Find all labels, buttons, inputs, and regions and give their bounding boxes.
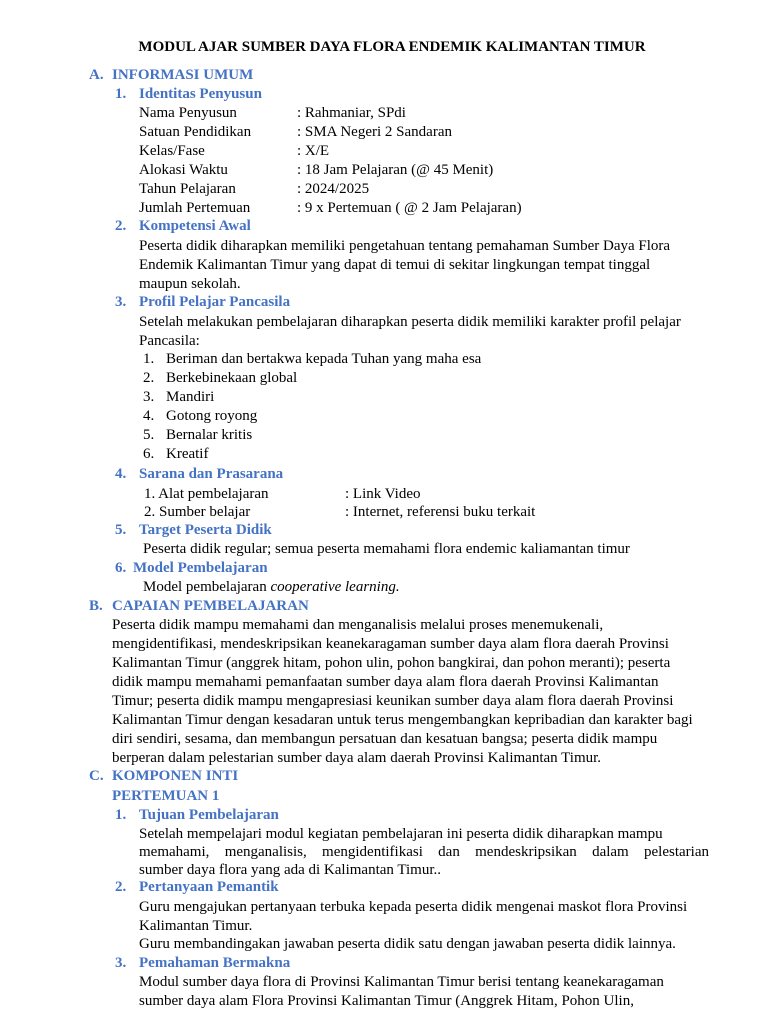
tujuan-line: memahami, menganalisis, mengidentifikasi dan mendeskripsikan dalam pelestarian <box>139 844 709 860</box>
section-c-heading: KOMPONEN INTI <box>112 768 239 784</box>
capaian-line: Kalimantan Timur dengan kesadaran untuk terus mengembangkan kepribadian dan karakter bagi <box>112 712 693 728</box>
section-c-letter: C. <box>89 768 104 784</box>
pertanyaan-line: Guru mengajukan pertanyaan terbuka kepada peserta didik mengenai maskot flora Provinsi <box>139 899 688 915</box>
section-a-letter: A. <box>89 67 104 83</box>
profil-item-text: Gotong royong <box>166 408 258 424</box>
identitas-value-tahun: : 2024/2025 <box>297 181 370 197</box>
sarana-number: 4. <box>115 466 127 482</box>
model-number: 6. <box>115 560 127 576</box>
sarana-value: : Internet, referensi buku terkait <box>345 504 536 520</box>
profil-item-text: Kreatif <box>166 446 209 462</box>
model-heading: Model Pembelajaran <box>133 560 268 576</box>
identitas-value-alokasi: : 18 Jam Pelajaran (@ 45 Menit) <box>297 162 494 178</box>
identitas-label-alokasi: Alokasi Waktu <box>139 162 228 178</box>
model-text <box>143 578 400 597</box>
capaian-line: didik mampu memahami pemanfaatan sumber daya alam flora daerah Provinsi Kalimantan <box>112 674 659 690</box>
profil-item-text: Mandiri <box>166 389 215 405</box>
identitas-value-jumlah: : 9 x Pertemuan ( @ 2 Jam Pelajaran) <box>297 200 522 216</box>
pemahaman-heading: Pemahaman Bermakna <box>139 955 291 971</box>
profil-item-number: 5. <box>143 427 155 443</box>
pertanyaan-line: Kalimantan Timur. <box>139 918 253 934</box>
profil-item-number: 6. <box>143 446 155 462</box>
pertanyaan-number: 2. <box>115 879 127 895</box>
identitas-value-nama: : Rahmaniar, SPdi <box>297 105 406 121</box>
profil-item-number: 1. <box>143 351 155 367</box>
identitas-heading: Identitas Penyusun <box>139 86 262 102</box>
section-b-heading: CAPAIAN PEMBELAJARAN <box>112 598 309 614</box>
profil-item-number: 2. <box>143 370 155 386</box>
capaian-line: Kalimantan Timur (anggrek hitam, pohon ulin, pohon bangkirai, dan pohon meranti); peserta <box>112 655 671 671</box>
profil-item-text: Berkebinekaan global <box>166 370 298 386</box>
profil-line: Pancasila: <box>139 333 200 349</box>
pemahaman-line: sumber daya alam Flora Provinsi Kalimantan Timur (Anggrek Hitam, Pohon Ulin, <box>139 993 634 1009</box>
capaian-line: diri sendiri, sesama, dan membangun persatuan dan kesatuan bangsa; peserta didik mampu <box>112 731 658 747</box>
tujuan-line: Setelah mempelajari modul kegiatan pembelajaran ini peserta didik diharapkan mampu <box>139 826 663 842</box>
identitas-number: 1. <box>115 86 127 102</box>
profil-heading: Profil Pelajar Pancasila <box>139 294 291 310</box>
section-b-letter: B. <box>89 598 103 614</box>
target-number: 5. <box>115 522 127 538</box>
identitas-label-tahun: Tahun Pelajaran <box>139 181 236 197</box>
sarana-value: : Link Video <box>345 486 421 502</box>
target-heading: Target Peserta Didik <box>139 522 272 538</box>
profil-item-text: Beriman dan bertakwa kepada Tuhan yang maha esa <box>166 351 482 367</box>
kompetensi-line: Peserta didik diharapkan memiliki pengetahuan tentang pemahaman Sumber Daya Flora <box>139 238 671 254</box>
pertemuan-heading: PERTEMUAN 1 <box>112 788 220 804</box>
tujuan-line: sumber daya flora yang ada di Kalimantan Timur.. <box>139 862 442 878</box>
sarana-heading: Sarana dan Prasarana <box>139 466 284 482</box>
kompetensi-line: Endemik Kalimantan Timur yang dapat di temui di sekitar lingkungan tempat tinggal <box>139 257 651 273</box>
document-title: MODUL AJAR SUMBER DAYA FLORA ENDEMIK KALIMANTAN TIMUR <box>138 39 646 55</box>
capaian-line: Peserta didik mampu memahami dan menganalisis melalui proses menemukenali, <box>112 617 604 633</box>
profil-item-text: Bernalar kritis <box>166 427 253 443</box>
tujuan-heading: Tujuan Pembelajaran <box>139 807 279 823</box>
kompetensi-line: maupun sekolah. <box>139 276 241 292</box>
identitas-label-jumlah: Jumlah Pertemuan <box>139 200 251 216</box>
capaian-line: berperan dalam pelestarian sumber daya alam daerah Provinsi Kalimantan Timur. <box>112 750 602 766</box>
identitas-value-satuan: : SMA Negeri 2 Sandaran <box>297 124 452 140</box>
profil-number: 3. <box>115 294 127 310</box>
identitas-label-satuan: Satuan Pendidikan <box>139 124 252 140</box>
tujuan-number: 1. <box>115 807 127 823</box>
target-text: Peserta didik regular; semua peserta memahami flora endemic kaliamantan timur <box>143 541 630 557</box>
identitas-label-kelas: Kelas/Fase <box>139 143 205 159</box>
profil-line: Setelah melakukan pembelajaran diharapkan peserta didik memiliki karakter profil pelajar <box>139 314 681 330</box>
model-text-plain: Model pembelajaran <box>143 579 271 595</box>
pemahaman-number: 3. <box>115 955 127 971</box>
pertanyaan-heading: Pertanyaan Pemantik <box>139 879 279 895</box>
sarana-label: 1. Alat pembelajaran <box>144 486 269 502</box>
profil-item-number: 3. <box>143 389 155 405</box>
pemahaman-line: Modul sumber daya flora di Provinsi Kalimantan Timur berisi tentang keanekaragaman <box>139 974 664 990</box>
capaian-line: Timur; peserta didik mampu mengapresiasi keunikan sumber daya alam flora daerah Provinsi <box>112 693 674 709</box>
profil-item-number: 4. <box>143 408 155 424</box>
pertanyaan-line: Guru membandingakan jawaban peserta didik satu dengan jawaban peserta didik lainnya. <box>139 936 676 952</box>
kompetensi-heading: Kompetensi Awal <box>139 218 251 234</box>
section-a-heading: INFORMASI UMUM <box>112 67 254 83</box>
sarana-label: 2. Sumber belajar <box>144 504 251 520</box>
capaian-line: mengidentifikasi, mendeskripsikan keanekaragaman sumber daya alam flora daerah Provinsi <box>112 636 669 652</box>
model-text-italic: cooperative learning. <box>270 579 400 595</box>
identitas-label-nama: Nama Penyusun <box>139 105 237 121</box>
identitas-value-kelas: : X/E <box>297 143 330 159</box>
kompetensi-number: 2. <box>115 218 127 234</box>
